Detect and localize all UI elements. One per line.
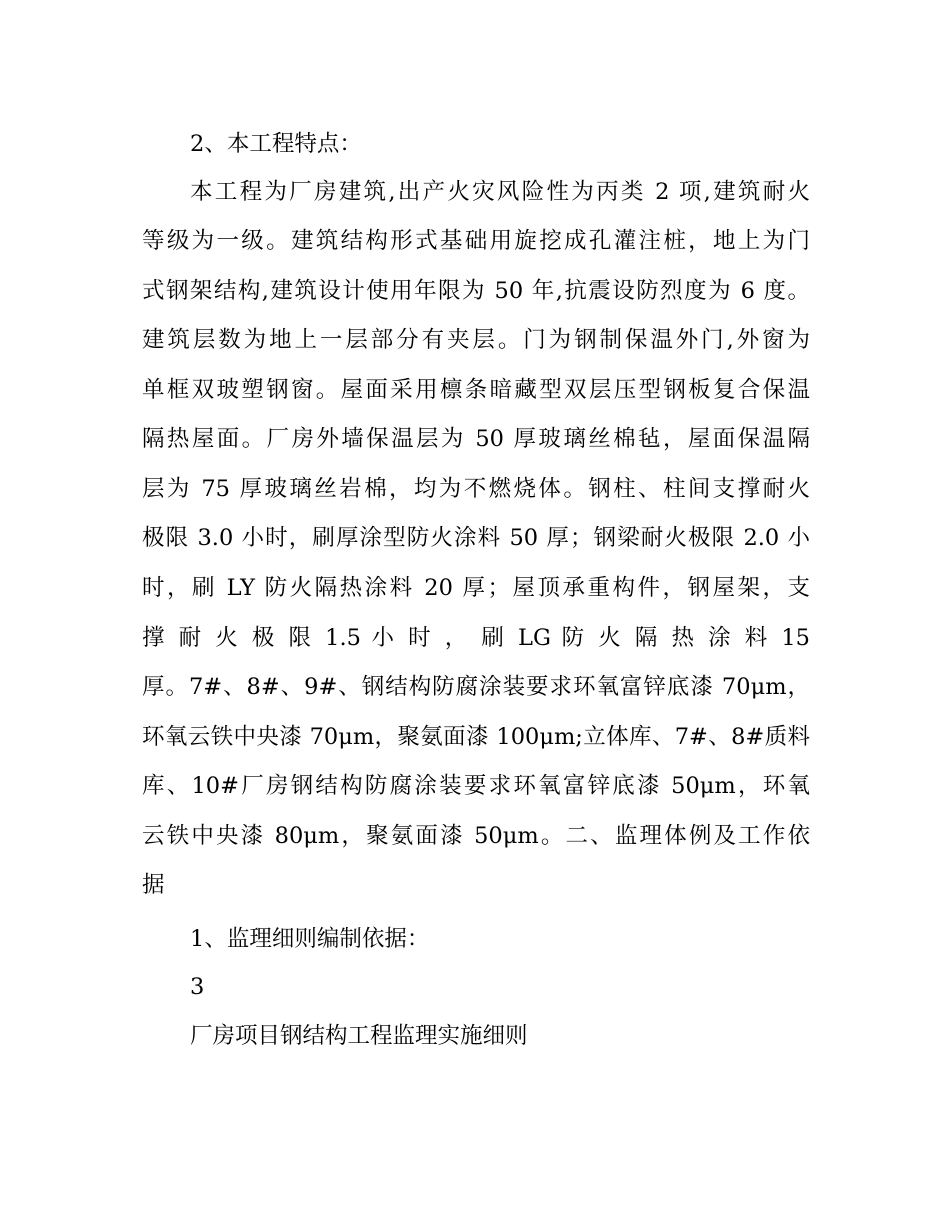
paragraph-line: 单框双玻塑钢窗。屋面采用檩条暗藏型双层压型钢板复合保温 xyxy=(142,377,810,403)
paragraph-line: 库、10#厂房钢结构防腐涂装要求环氧富锌底漆 50μm，环氧 xyxy=(142,773,810,799)
section-heading-features: 2、本工程特点： xyxy=(190,131,362,157)
paragraph-line: 等级为一级。建筑结构形式基础用旋挖成孔灌注桩，地上为门 xyxy=(142,228,810,254)
paragraph-line: 层为 75 厚玻璃丝岩棉，均为不燃烧体。钢柱、柱间支撑耐火 xyxy=(142,476,810,502)
paragraph-line: 时，刷 LY 防火隔热涂料 20 厚；屋顶承重构件，钢屋架，支 xyxy=(142,575,810,601)
paragraph-line: 隔热屋面。厂房外墙保温层为 50 厚玻璃丝棉毡，屋面保温隔 xyxy=(142,426,810,452)
page-number: 3 xyxy=(190,974,205,1000)
footer-title: 厂房项目钢结构工程监理实施细则 xyxy=(190,1023,528,1049)
paragraph-line: 云铁中央漆 80μm，聚氨面漆 50μm。二、监理体例及工作依 xyxy=(142,823,810,849)
paragraph-line: 本工程为厂房建筑,出产火灾风险性为丙类 2 项,建筑耐火 xyxy=(190,179,810,205)
paragraph-line: 极限 3.0 小时，刷厚涂型防火涂料 50 厚；钢梁耐火极限 2.0 小 xyxy=(142,525,810,551)
paragraph-line: 厚。7#、8#、9#、钢结构防腐涂装要求环氧富锌底漆 70μm， xyxy=(142,674,810,700)
paragraph-line: 环氧云铁中央漆 70μm，聚氨面漆 100μm;立体库、7#、8#质料 xyxy=(142,724,810,750)
paragraph-line: 据 xyxy=(142,872,165,898)
paragraph-line: 式钢架结构,建筑设计使用年限为 50 年,抗震设防烈度为 6 度。 xyxy=(142,278,810,304)
paragraph-line: 撑 耐 火 极 限 1.5 小 时 ， 刷 LG 防 火 隔 热 涂 料 15 xyxy=(142,625,810,651)
section-heading-basis: 1、监理细则编制依据： xyxy=(190,926,430,952)
paragraph-line: 建筑层数为地上一层部分有夹层。门为钢制保温外门,外窗为 xyxy=(142,327,810,353)
